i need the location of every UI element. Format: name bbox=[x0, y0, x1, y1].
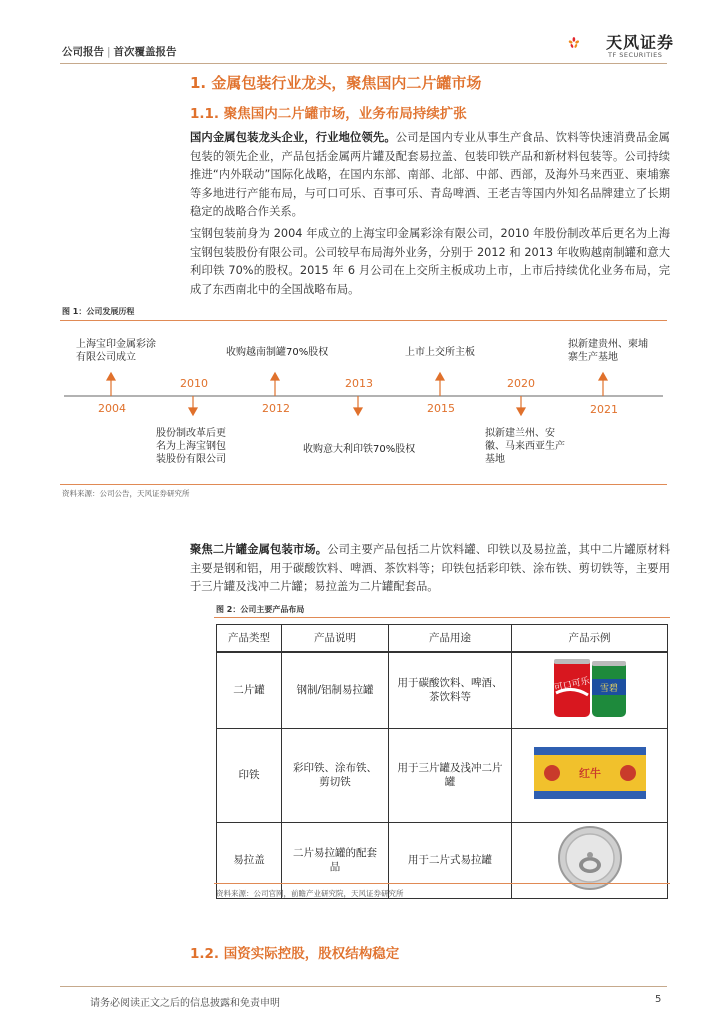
year-2015: 2015 bbox=[427, 402, 455, 415]
green-can-label: 雪碧 bbox=[599, 684, 618, 695]
page-number: 5 bbox=[655, 994, 662, 1005]
figure-1-bottom-rule bbox=[60, 484, 667, 485]
cell-example bbox=[512, 822, 668, 898]
cell-type: 二片罐 bbox=[217, 652, 282, 728]
paragraph-3-lead: 聚焦二片罐金属包装市场。 bbox=[190, 543, 328, 556]
event-2021: 拟新建贵州、柬埔寨生产基地 bbox=[568, 339, 648, 363]
event-2013: 收购意大利印铁70%股权 bbox=[303, 444, 416, 455]
figure-2-source: 资料来源：公司官网，前瞻产业研究院，天风证券研究所 bbox=[216, 889, 404, 898]
col-header-type: 产品类型 bbox=[217, 625, 282, 653]
red-can-label: 可口可乐 bbox=[552, 676, 591, 694]
footer-divider bbox=[60, 986, 667, 987]
year-2010: 2010 bbox=[180, 377, 208, 390]
can-lid-image bbox=[555, 825, 625, 891]
year-2021: 2021 bbox=[590, 403, 618, 416]
paragraph-1 bbox=[190, 129, 670, 222]
cell-desc: 二片易拉罐的配套品 bbox=[282, 822, 389, 898]
subsection-title: 1.1. 聚焦国内二片罐市场，业务布局持续扩张 bbox=[190, 106, 467, 122]
table-row bbox=[217, 728, 668, 822]
cell-use: 用于二片式易拉罐 bbox=[389, 822, 512, 898]
report-subtype: 首次覆盖报告 bbox=[113, 46, 177, 58]
cell-type: 易拉盖 bbox=[217, 822, 282, 898]
arrow-head-2010 bbox=[189, 408, 197, 415]
table-header-row bbox=[217, 625, 668, 653]
figure-2-bottom-rule bbox=[214, 883, 670, 884]
arrow-head-2012 bbox=[271, 373, 279, 380]
logo-text-cn: 天风证券 bbox=[606, 33, 675, 52]
header-divider bbox=[60, 63, 667, 64]
cell-use: 用于三片罐及浅冲二片罐 bbox=[389, 728, 512, 822]
event-2010: 股份制改革后更名为上海宝钢包装股份有限公司 bbox=[156, 428, 226, 465]
cell-use: 用于碳酸饮料、啤酒、茶饮料等 bbox=[389, 652, 512, 728]
table-row bbox=[217, 822, 668, 898]
cell-example bbox=[512, 652, 668, 728]
logo-text-en: TF SECURITIES bbox=[608, 51, 663, 59]
year-2020: 2020 bbox=[507, 377, 535, 390]
year-2012: 2012 bbox=[262, 402, 290, 415]
cell-type: 印铁 bbox=[217, 728, 282, 822]
table-row bbox=[217, 652, 668, 728]
tf-securities-logo-icon bbox=[568, 24, 604, 62]
arrow-head-2015 bbox=[436, 373, 444, 380]
arrow-head-2004 bbox=[107, 373, 115, 380]
two-piece-cans-image bbox=[540, 655, 640, 721]
paragraph-1-lead: 国内金属包装龙头企业，行业地位领先。 bbox=[190, 131, 396, 144]
subsection-title-1-2: 1.2. 国资实际控股，股权结构稳定 bbox=[190, 946, 400, 962]
figure-2-caption: 图 2：公司主要产品布局 bbox=[216, 605, 305, 614]
year-2013: 2013 bbox=[345, 377, 373, 390]
event-2020: 拟新建兰州、安徽、马来西亚生产基地 bbox=[485, 428, 565, 465]
footer-disclaimer: 请务必阅读正文之后的信息披露和免责申明 bbox=[90, 998, 280, 1009]
product-table bbox=[216, 624, 668, 899]
tinplate-label: 红牛 bbox=[578, 767, 601, 780]
col-header-example: 产品示例 bbox=[512, 625, 668, 653]
col-header-use: 产品用途 bbox=[389, 625, 512, 653]
report-header bbox=[62, 44, 177, 59]
col-header-desc: 产品说明 bbox=[282, 625, 389, 653]
arrow-head-2013 bbox=[354, 408, 362, 415]
figure-1-source: 资料来源：公司公告，天风证券研究所 bbox=[62, 489, 190, 498]
arrow-head-2021 bbox=[599, 373, 607, 380]
cell-desc: 彩印铁、涂布铁、剪切铁 bbox=[282, 728, 389, 822]
event-2004: 上海宝印金属彩涂有限公司成立 bbox=[76, 339, 156, 363]
report-type: 公司报告 bbox=[62, 46, 104, 58]
figure-2-top-rule bbox=[214, 617, 670, 618]
arrow-head-2020 bbox=[517, 408, 525, 415]
event-2015: 上市上交所主板 bbox=[405, 347, 475, 358]
section-title: 1. 金属包装行业龙头，聚焦国内二片罐市场 bbox=[190, 74, 482, 92]
paragraph-1-body: 公司是国内专业从事生产食品、饮料等快速消费品金属包装的领先企业，产品包括金属两片罐及配套易拉盖、包装印铁产品和新材料包装等。公司持续推进“内外联动”国际化战略，在国内东部、南部、北部、中部、西部，及海外马来西亚、柬埔寨等多地进行产能布局，与可口可乐、百事可乐、青岛啤酒、王老吉等国内外知名品牌建立了长期稳定的战略合作关系。 bbox=[190, 131, 670, 218]
event-2012: 收购越南制罐70%股权 bbox=[226, 347, 329, 358]
header-separator: | bbox=[107, 46, 111, 58]
paragraph-3 bbox=[190, 541, 670, 597]
cell-example bbox=[512, 728, 668, 822]
figure-1-caption: 图 1：公司发展历程 bbox=[62, 307, 135, 316]
printed-tinplate-image bbox=[530, 743, 650, 803]
cell-desc: 钢制/铝制易拉罐 bbox=[282, 652, 389, 728]
figure-1-top-rule bbox=[60, 320, 667, 321]
paragraph-2: 宝钢包装前身为 2004 年成立的上海宝印金属彩涂有限公司，2010 年股份制改革后更名为上海宝钢包装股份有限公司。公司较早布局海外业务，分别于 2012 和 2013 年收购越南制罐和意大利印铁 70%的股权。2015 年 6 月公司在上交所主板成功上市，上市后持续优化业务布局，完成了东西南北中的全国战略布局。 bbox=[190, 227, 670, 296]
paragraph-3-body: 公司主要产品包括二片饮料罐、印铁以及易拉盖，其中二片罐原材料主要是钢和铝，用于碳酸饮料、啤酒、茶饮料等；印铁包括彩印铁、涂布铁、剪切铁等，主要用于三片罐及浅冲二片罐；易拉盖为二片罐配套品。 bbox=[190, 543, 670, 593]
year-2004: 2004 bbox=[98, 402, 126, 415]
